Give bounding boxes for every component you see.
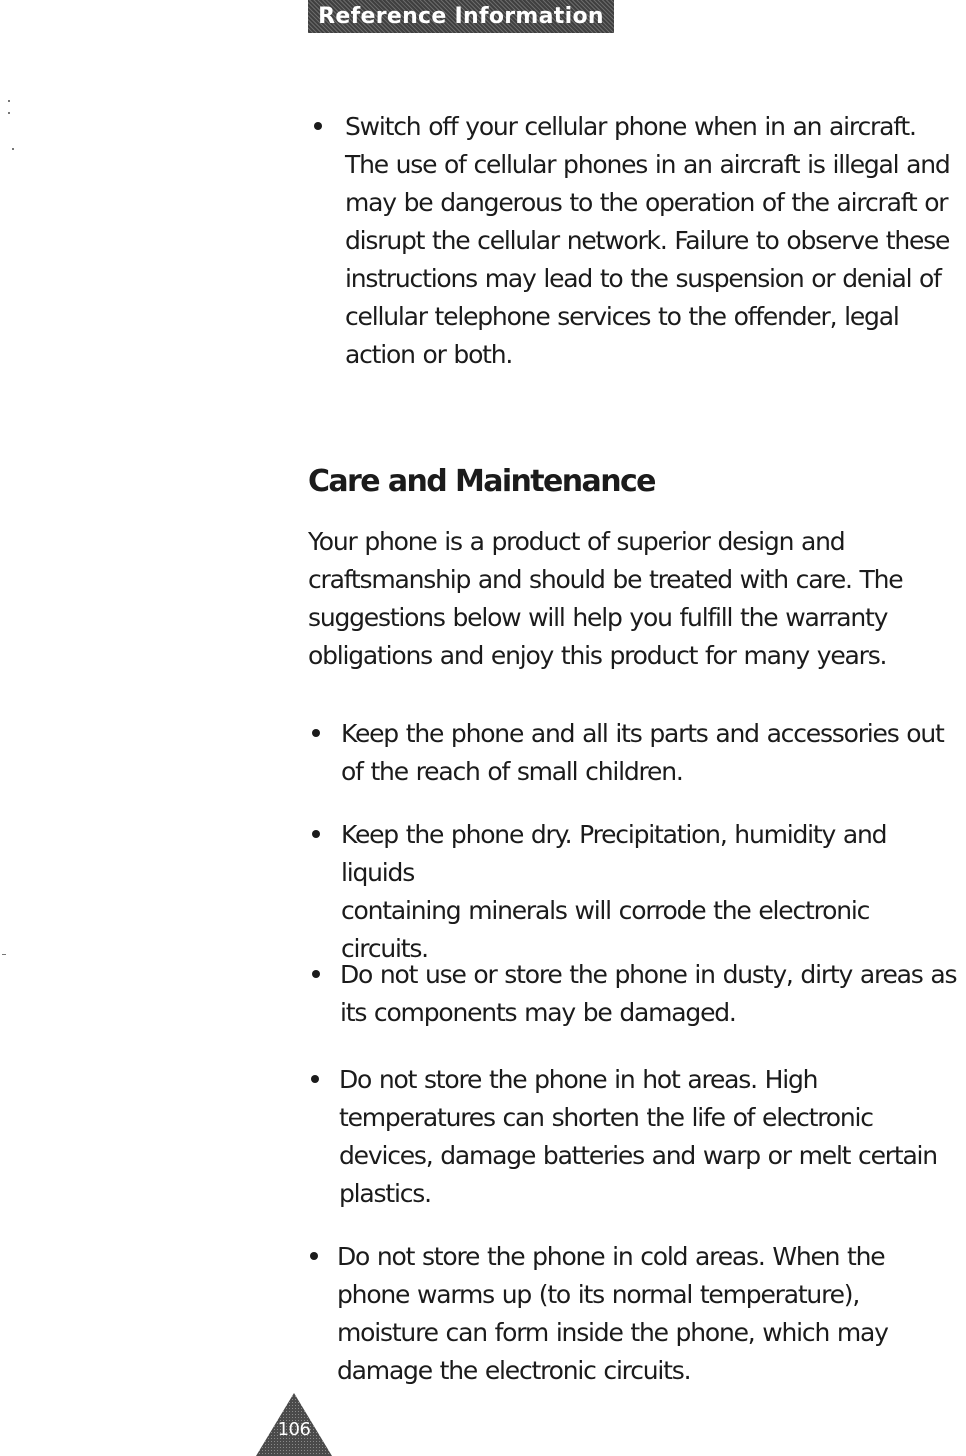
bullet-dot	[312, 729, 320, 737]
text-line: Do not store the phone in hot areas. High	[339, 1065, 818, 1094]
text-line: phone warms up (to its normal temperature),	[337, 1280, 860, 1309]
text-line: disrupt the cellular network. Failure to observe these	[345, 226, 950, 255]
care-bullet-dusty	[340, 956, 956, 1032]
text-line: devices, damage batteries and warp or melt certain	[339, 1141, 937, 1170]
text-line: action or both.	[345, 340, 513, 369]
bullet-dot	[311, 1075, 319, 1083]
text-line: circuits.	[341, 934, 428, 963]
scan-mark	[12, 148, 14, 150]
care-bullet-hot	[339, 1061, 937, 1213]
scan-mark	[8, 100, 10, 102]
text-line: obligations and enjoy this product for many years.	[308, 641, 887, 670]
text-line: damage the electronic circuits.	[337, 1356, 691, 1385]
text-line: Keep the phone dry. Precipitation, humidity and liquids	[341, 820, 887, 887]
text-line: may be dangerous to the operation of the aircraft or	[345, 188, 948, 217]
text-line: instructions may lead to the suspension or denial of	[345, 264, 941, 293]
text-line: plastics.	[339, 1179, 431, 1208]
scan-mark	[2, 954, 6, 955]
section-header-tab: Reference Information	[308, 0, 614, 33]
bullet-dot	[312, 970, 320, 978]
text-line: of the reach of small children.	[341, 757, 683, 786]
text-line: Do not store the phone in cold areas. When the	[337, 1242, 885, 1271]
text-line: Keep the phone and all its parts and accessories out	[341, 719, 944, 748]
text-line: Your phone is a product of superior design and	[308, 527, 845, 556]
scan-mark	[8, 112, 10, 114]
care-bullet-children	[341, 715, 944, 791]
text-line: containing minerals will corrode the electronic	[341, 896, 870, 925]
care-bullet-dry	[341, 816, 966, 968]
text-line: moisture can form inside the phone, which may	[337, 1318, 888, 1347]
text-line: suggestions below will help you fulfill the warranty	[308, 603, 888, 632]
text-line: craftsmanship and should be treated with care. The	[308, 565, 903, 594]
section-intro-paragraph	[308, 523, 902, 675]
text-line: Switch off your cellular phone when in an aircraft.	[345, 112, 916, 141]
aircraft-bullet-text	[345, 108, 950, 374]
text-line: Do not use or store the phone in dusty, dirty areas as	[340, 960, 957, 989]
text-line: The use of cellular phones in an aircraft is illegal and	[345, 150, 950, 179]
text-line: cellular telephone services to the offender, legal	[345, 302, 899, 331]
text-line: its components may be damaged.	[340, 998, 736, 1027]
page-number-badge	[256, 1393, 332, 1456]
bullet-dot	[310, 1252, 318, 1260]
page-number: 106	[277, 1419, 311, 1440]
care-bullet-cold	[337, 1238, 888, 1390]
bullet-dot	[312, 830, 320, 838]
bullet-dot	[314, 122, 322, 130]
section-title: Care and Maintenance	[308, 464, 655, 499]
text-line: temperatures can shorten the life of electronic	[339, 1103, 873, 1132]
